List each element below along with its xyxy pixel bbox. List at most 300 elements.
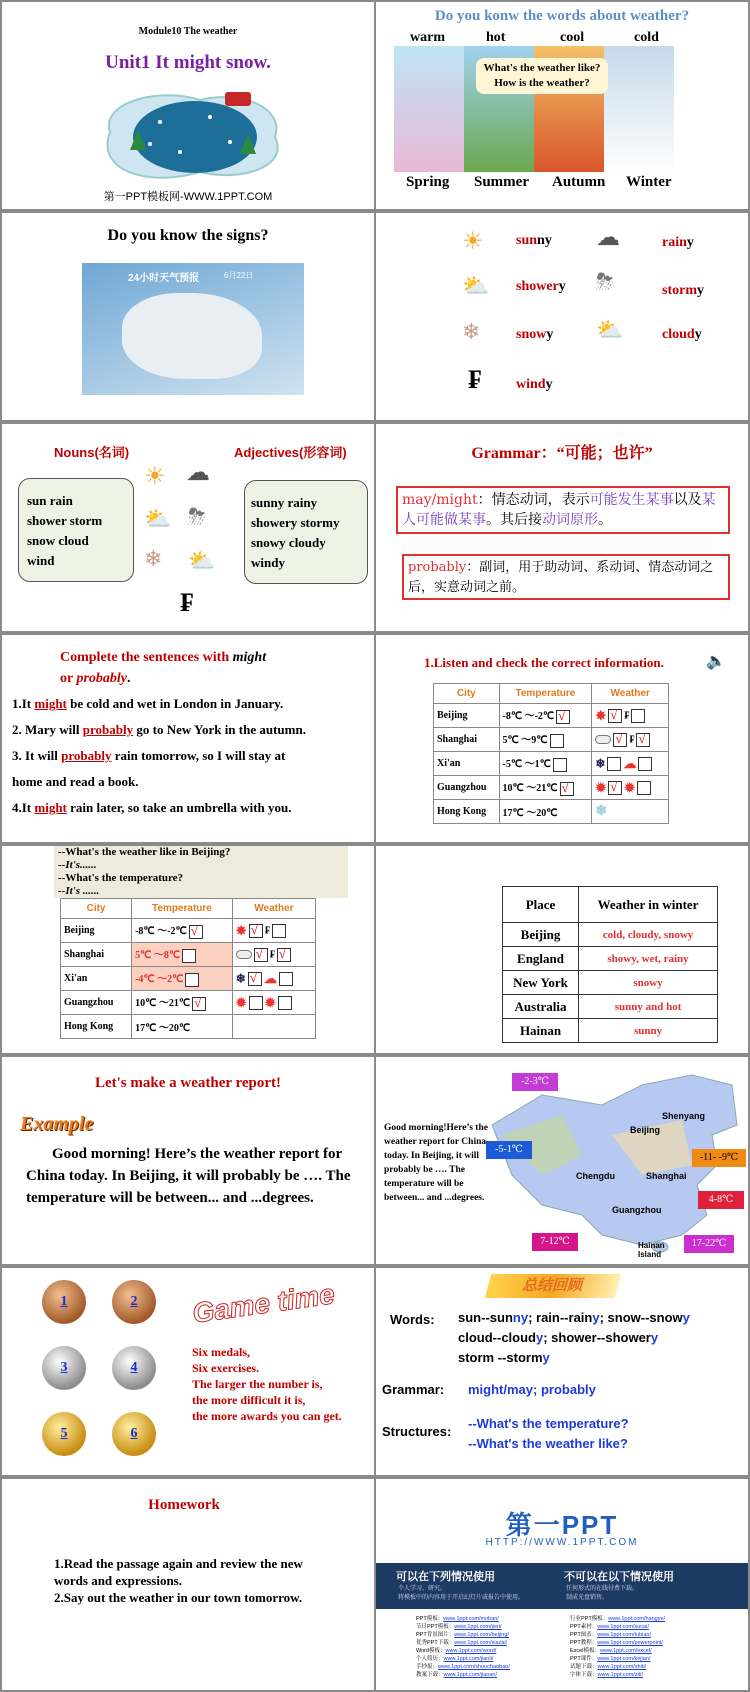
label-cold: cold xyxy=(634,30,659,45)
slide-10-places-winter[interactable] xyxy=(376,846,748,1053)
checkbox[interactable] xyxy=(185,973,199,987)
city-cell: Xi'an xyxy=(434,752,500,776)
checkbox[interactable] xyxy=(638,757,652,771)
link[interactable]: www.1ppt.com/excel/ xyxy=(599,1648,652,1654)
text: -2-3℃ xyxy=(521,1076,549,1087)
city-cell: Shanghai xyxy=(61,943,132,967)
text: might xyxy=(232,650,267,665)
link[interactable]: www.1ppt.com/jianli/ xyxy=(443,1656,494,1662)
answer-table xyxy=(60,898,316,1039)
listen-table xyxy=(433,683,669,824)
checkbox[interactable] xyxy=(550,734,564,748)
header-city: City xyxy=(434,684,500,704)
nouns-title: Nouns(名词) xyxy=(54,445,130,460)
link-row xyxy=(570,1639,665,1647)
link[interactable]: www.1ppt.com/word/ xyxy=(445,1648,497,1654)
structure-line: --What's the weather like? xyxy=(468,1436,628,1451)
dialog-line: --It's...... xyxy=(58,859,97,871)
usage-header-bar xyxy=(376,1563,748,1609)
wind-icon: ₣ xyxy=(264,924,270,936)
shower-icon: ⛅ xyxy=(144,506,172,531)
word-windy: windy xyxy=(516,377,553,392)
words-line xyxy=(458,1308,690,1328)
wind-icon: ₣ xyxy=(624,709,630,721)
label-cool: cool xyxy=(560,30,585,45)
rule-line: the more awards you can get. xyxy=(192,1409,342,1423)
suffix: y xyxy=(542,1350,550,1365)
logo: 第一PPT xyxy=(505,1510,619,1540)
temp-cell xyxy=(499,752,592,776)
text: ：情态动词，表示 xyxy=(477,492,590,508)
table-row xyxy=(61,1015,316,1039)
temp-cell: 17℃ ～20℃ xyxy=(499,800,592,824)
words-line xyxy=(458,1328,690,1348)
weather-cell: snowy xyxy=(579,971,718,995)
weather-cell xyxy=(592,728,669,752)
snow-icon: ❄ xyxy=(144,546,163,571)
temp-label xyxy=(692,1149,746,1167)
dialog-box xyxy=(54,846,348,898)
checkbox[interactable] xyxy=(254,948,268,962)
cloudy-icon: ⛅ xyxy=(596,317,624,342)
probably-box xyxy=(402,554,730,600)
text: . xyxy=(127,671,131,686)
link[interactable]: www.1ppt.com/ziti/ xyxy=(597,1672,644,1678)
header-weather: Weather xyxy=(592,684,669,704)
link-row xyxy=(570,1663,665,1671)
checkbox[interactable] xyxy=(277,948,291,962)
city-beijing: Beijing xyxy=(630,1125,661,1135)
nouns-box xyxy=(18,478,134,582)
checkbox[interactable] xyxy=(637,781,651,795)
answer-blank[interactable]: probably xyxy=(61,748,112,763)
map-title: 24小时天气预报 xyxy=(128,273,200,284)
text: -11- -9℃ xyxy=(699,1152,739,1163)
adj-line: sunny rainy xyxy=(251,495,318,510)
text: ：副词，用于助动词、系动词、情态动词之后，实意动词之前。 xyxy=(408,560,714,595)
cloud-sun-icon: ☁ xyxy=(623,755,637,771)
sun-icon: ✸ xyxy=(235,922,247,938)
dialog-line: --It's ...... xyxy=(58,885,100,897)
adj-line: snowy cloudy xyxy=(251,535,326,550)
rule-line: the more difficult it is, xyxy=(192,1393,306,1407)
homework-item: 2.Say out the weather in our town tomorrow. xyxy=(54,1590,303,1605)
link-row xyxy=(570,1671,665,1679)
slide-13-game-time[interactable] xyxy=(2,1268,374,1475)
suffix: y xyxy=(682,1310,690,1325)
link[interactable]: www.1ppt.com/tubiao/ xyxy=(597,1632,652,1638)
word-stormy: stormy xyxy=(662,283,704,298)
checkbox[interactable] xyxy=(249,996,263,1010)
weather-cell xyxy=(592,704,669,728)
highlight: 可能发生某事 xyxy=(589,492,674,508)
sentence-3-cont xyxy=(12,769,372,795)
temp-value: -5℃ ～1℃ xyxy=(502,759,551,771)
grammar-label: Grammar: xyxy=(382,1382,445,1397)
medal-number[interactable]: 5 xyxy=(42,1412,86,1456)
slide-4-weather-adjectives[interactable] xyxy=(376,213,748,420)
sentence-2 xyxy=(12,717,372,743)
text: PPT模板： xyxy=(416,1616,444,1622)
grammar-text: might/may; probably xyxy=(468,1382,596,1397)
text: 字体下载： xyxy=(570,1672,598,1678)
wind-icon: ₣ xyxy=(629,733,635,745)
text: PPT素材： xyxy=(570,1624,598,1630)
checkbox[interactable] xyxy=(248,972,262,986)
sentence-list xyxy=(12,691,372,821)
text: PPT图表： xyxy=(570,1632,598,1638)
winter-panel xyxy=(604,46,674,172)
city-chengdu: Chengdu xyxy=(576,1171,615,1181)
noun-line: snow cloud xyxy=(27,533,89,548)
highlight: 某人可能做某事 xyxy=(402,492,716,528)
table-row xyxy=(503,1019,718,1043)
text: 3. It will xyxy=(12,748,62,763)
words-list xyxy=(458,1308,690,1368)
bubble-line-1: What's the weather like? xyxy=(483,62,601,74)
storm-icon: ⛈ xyxy=(188,504,206,529)
temp-value: 10℃ ～21℃ xyxy=(502,783,558,795)
sun-icon: ✹ xyxy=(264,994,276,1010)
table-row xyxy=(61,943,316,967)
medal-number[interactable]: 1 xyxy=(42,1280,86,1324)
city-hainan: Hainan Island xyxy=(638,1241,665,1259)
header-weather: Weather xyxy=(232,899,315,919)
slide-5-nouns-adjectives[interactable] xyxy=(2,424,374,631)
bubble-line-2: How is the weather? xyxy=(494,77,590,89)
highlight: 动词原形 xyxy=(542,512,598,528)
link-row xyxy=(416,1655,510,1663)
temp-value: 10℃ ～21℃ xyxy=(135,998,191,1010)
link[interactable]: www.1ppt.com/hangye/ xyxy=(608,1616,666,1622)
temp-value: 5℃ ～9℃ xyxy=(502,735,548,747)
link[interactable]: www.1ppt.com/moban/ xyxy=(443,1616,499,1622)
temp-value: -8℃ ～-2℃ xyxy=(135,926,187,938)
place-cell: England xyxy=(503,947,579,971)
text: 手抄报： xyxy=(416,1664,439,1670)
report-title: Let's make a weather report! xyxy=(94,1075,282,1091)
temp-value: -4℃ ～2℃ xyxy=(135,974,184,986)
link-row xyxy=(416,1671,510,1679)
weather-cell xyxy=(592,800,669,824)
checkbox[interactable] xyxy=(278,996,292,1010)
header-temperature: Temperature xyxy=(499,684,592,704)
temp-cell xyxy=(132,943,233,967)
table-row xyxy=(61,991,316,1015)
link[interactable]: www.1ppt.com/jieri/ xyxy=(454,1624,502,1630)
text: 。 xyxy=(598,512,612,528)
link-row xyxy=(570,1631,665,1639)
text: Excel模板： xyxy=(570,1648,600,1654)
weather-cell: sunny and hot xyxy=(579,995,718,1019)
checkbox[interactable] xyxy=(608,709,622,723)
sun-icon: ✹ xyxy=(235,994,247,1010)
checkbox[interactable] xyxy=(189,925,203,939)
link[interactable]: www.1ppt.com/xiazai/ xyxy=(454,1640,508,1646)
text: 。其后接 xyxy=(486,512,542,528)
link-row xyxy=(416,1623,510,1631)
text: 以及 xyxy=(673,492,702,508)
text: 17-22℃ xyxy=(691,1238,727,1249)
adjectives-box xyxy=(244,480,368,584)
city-cell: Beijing xyxy=(61,919,132,943)
module-label: Module10 The weather xyxy=(138,26,238,37)
checkbox[interactable] xyxy=(279,972,293,986)
forbidden-note: 任何形式的在线付费下载。 xyxy=(566,1586,639,1592)
temp-cell: 17℃ ～20℃ xyxy=(132,1015,233,1039)
slide-7-complete-sentences[interactable] xyxy=(2,635,374,842)
medal-6[interactable] xyxy=(112,1412,172,1475)
temp-label xyxy=(684,1235,734,1253)
text: 行业PPT模板： xyxy=(570,1616,609,1622)
cloud-icon xyxy=(595,735,611,744)
checkbox[interactable] xyxy=(631,709,645,723)
text: 试题下载： xyxy=(570,1664,598,1670)
link-row xyxy=(570,1623,665,1631)
city-cell: Hong Kong xyxy=(434,800,500,824)
snowflake-icon: ❄ xyxy=(235,971,246,985)
city-cell: Guangzhou xyxy=(61,991,132,1015)
place-cell: New York xyxy=(503,971,579,995)
answer-blank[interactable]: might xyxy=(34,696,67,711)
dialog-line: --What's the temperature? xyxy=(58,872,184,884)
word-rainy: rainy xyxy=(662,235,694,250)
label-hot: hot xyxy=(486,30,506,45)
link[interactable]: www.1ppt.com/shiti/ xyxy=(597,1664,647,1670)
temp-cell xyxy=(132,919,233,943)
spring-panel xyxy=(394,46,464,172)
structure-line: --What's the temperature? xyxy=(468,1416,629,1431)
key-term: may/might xyxy=(402,492,478,508)
slide-question: Do you konw the words about weather? xyxy=(434,8,690,24)
footer-text: 第一PPT模板网-WWW.1PPT.COM xyxy=(103,191,273,203)
temp-value: 5℃ ～8℃ xyxy=(135,950,181,962)
link[interactable]: www.1ppt.com/powerpoint/ xyxy=(597,1640,663,1646)
slide-3-signs[interactable] xyxy=(2,213,374,420)
checkbox[interactable] xyxy=(553,758,567,772)
map-date: 6月22日 xyxy=(224,271,254,280)
link[interactable]: www.1ppt.com/sucai/ xyxy=(597,1624,649,1630)
medal-number[interactable]: 3 xyxy=(42,1346,86,1390)
sun-icon: ✸ xyxy=(595,707,607,723)
text: 节日PPT模板： xyxy=(416,1624,455,1630)
game-time-title: Game time xyxy=(190,1278,337,1329)
text: ; snow--snow xyxy=(599,1310,683,1325)
temp-cell xyxy=(499,704,592,728)
sun-icon: ✹ xyxy=(595,779,607,795)
right-links xyxy=(570,1615,665,1679)
temp-label xyxy=(698,1191,744,1209)
table-row xyxy=(61,919,316,943)
rain-icon: ☁ xyxy=(186,460,210,486)
temp-cell xyxy=(132,991,233,1015)
slide-2-weather-words[interactable] xyxy=(376,2,748,209)
weather-cell xyxy=(232,967,315,991)
noun-line: wind xyxy=(27,553,55,568)
adj-line: showery stormy xyxy=(251,515,340,530)
report-text: Good morning!Here’s the weather report for China today. In Beijing, it will probably be …. The temperature will be between... and ...degrees. xyxy=(384,1123,488,1203)
suffix: y xyxy=(650,1330,659,1345)
medal-number[interactable]: 2 xyxy=(112,1280,156,1324)
listen-title: 1.Listen and check the correct information. xyxy=(424,655,664,670)
words-label: Words: xyxy=(390,1312,435,1327)
temp-cell xyxy=(132,967,233,991)
slide-11-weather-report[interactable] xyxy=(2,1057,374,1264)
cloud-icon xyxy=(236,950,252,959)
instruction xyxy=(60,647,350,689)
homework-item: 1.Read the passage again and review the new words and expressions. xyxy=(54,1556,303,1588)
answer-blank[interactable]: might xyxy=(34,800,67,815)
city-shenyang: Shenyang xyxy=(662,1111,706,1121)
slide-title: Do you know the signs? xyxy=(107,227,269,244)
checkbox[interactable] xyxy=(272,924,286,938)
slide-6-grammar[interactable] xyxy=(376,424,748,631)
suffix: y xyxy=(536,1330,544,1345)
slide-8-listen-check[interactable] xyxy=(376,635,748,842)
cloud-sun-icon: ☁ xyxy=(263,970,277,986)
season-spring: Spring xyxy=(406,174,450,190)
storm-icon: ⛈ xyxy=(596,269,614,294)
table-row xyxy=(503,971,718,995)
forecast-map-image xyxy=(82,263,304,395)
weather-cell xyxy=(232,991,315,1015)
slide-16-credits[interactable] xyxy=(376,1479,748,1690)
weather-cell: showy, wet, rainy xyxy=(579,947,718,971)
text: PPT课件： xyxy=(570,1656,598,1662)
weather-cell xyxy=(232,943,315,967)
city-cell: Guangzhou xyxy=(434,776,500,800)
rain-icon: ☁ xyxy=(596,225,620,251)
text: ; shower--shower xyxy=(543,1330,651,1345)
link-row xyxy=(570,1655,665,1663)
word-showery: showery xyxy=(516,279,566,294)
city-shanghai: Shanghai xyxy=(646,1171,687,1181)
slide-15-homework[interactable] xyxy=(2,1479,374,1690)
words-line xyxy=(458,1348,690,1368)
slide-14-summary[interactable] xyxy=(376,1268,748,1475)
checkbox[interactable] xyxy=(249,924,263,938)
weather-cell xyxy=(592,776,669,800)
homework-title: Homework xyxy=(148,1497,220,1513)
text: Complete the sentences with xyxy=(60,650,233,665)
link[interactable]: www.1ppt.com/beijing/ xyxy=(454,1632,509,1638)
adj-line: windy xyxy=(251,555,285,570)
weather-cell xyxy=(592,752,669,776)
weather-cell xyxy=(232,1015,315,1039)
word-snowy: snowy xyxy=(516,327,554,342)
wind-icon: ₣ xyxy=(180,588,193,617)
medal-5[interactable] xyxy=(42,1412,102,1475)
checkbox[interactable] xyxy=(182,949,196,963)
text: PPT背景图片： xyxy=(416,1632,455,1638)
slide-12-china-map[interactable] xyxy=(376,1057,748,1264)
table-row xyxy=(503,995,718,1019)
table-row xyxy=(434,728,669,752)
answer-blank[interactable]: probably xyxy=(82,722,134,737)
text: -5-1℃ xyxy=(495,1144,523,1155)
sentence-1 xyxy=(12,691,372,717)
text: PPT教程： xyxy=(570,1640,598,1646)
table-row xyxy=(61,967,316,991)
checkbox[interactable] xyxy=(192,997,206,1011)
checkbox[interactable] xyxy=(613,733,627,747)
slide-9-dialog-table[interactable] xyxy=(2,846,374,1053)
text: be cold and wet in London in January. xyxy=(66,696,284,711)
game-rules xyxy=(192,1344,342,1424)
label-warm: warm xyxy=(410,30,445,45)
text: cloud--cloud xyxy=(458,1330,536,1345)
checkbox[interactable] xyxy=(608,781,622,795)
checkbox[interactable] xyxy=(636,733,650,747)
checkbox[interactable] xyxy=(607,757,621,771)
city-guangzhou: Guangzhou xyxy=(612,1205,662,1215)
sun-icon: ☀ xyxy=(462,229,484,255)
header-place: Place xyxy=(503,887,579,923)
table-row xyxy=(434,776,669,800)
checkbox[interactable] xyxy=(556,710,570,724)
city-cell: Hong Kong xyxy=(61,1015,132,1039)
text: 4.It xyxy=(12,800,35,815)
link-row xyxy=(416,1663,510,1671)
season-summer: Summer xyxy=(474,174,529,190)
noun-line: shower storm xyxy=(27,513,103,528)
snow-icon: ❄ xyxy=(462,319,481,344)
medal-number[interactable]: 6 xyxy=(112,1412,156,1456)
temp-label xyxy=(486,1141,532,1159)
example-label: Example xyxy=(20,1113,94,1135)
suffix: ny xyxy=(512,1310,529,1325)
slide-1-title[interactable] xyxy=(2,2,374,209)
text: 优秀PPT下载： xyxy=(416,1640,455,1646)
weather-cell: cold, cloudy, snowy xyxy=(579,923,718,947)
text: 1.It xyxy=(12,696,35,711)
adjectives-title: Adjectives(形容词) xyxy=(234,445,347,460)
weather-cell: sunny xyxy=(579,1019,718,1043)
suffix: y xyxy=(592,1310,600,1325)
allowed-note: 将模板中的内容用于开启幻灯片或报告中使用。 xyxy=(398,1595,525,1601)
text: rain tomorrow, so I will stay at xyxy=(111,748,286,763)
text: 教案下载： xyxy=(416,1672,444,1678)
word-sunny: sunny xyxy=(516,233,552,248)
temp-value: -8℃ ～-2℃ xyxy=(502,711,555,723)
structures-list xyxy=(468,1414,629,1454)
text: storm --storm xyxy=(458,1350,543,1365)
city-cell: Beijing xyxy=(434,704,500,728)
link-row xyxy=(416,1631,510,1639)
text: 7-12℃ xyxy=(540,1236,570,1247)
checkbox[interactable] xyxy=(560,782,574,796)
place-cell: Australia xyxy=(503,995,579,1019)
left-links xyxy=(416,1615,510,1679)
link[interactable]: www.1ppt.com/jiaoan/ xyxy=(443,1672,498,1678)
speaker-icon[interactable]: 🔈 xyxy=(706,653,726,670)
unit-title: Unit1 It might snow. xyxy=(105,52,271,73)
temp-cell xyxy=(499,728,592,752)
link[interactable]: www.1ppt.com/kejian/ xyxy=(597,1656,651,1662)
forbidden-title: 不可以在以下情况使用 xyxy=(564,1571,674,1583)
wind-icon: ₣ xyxy=(269,948,275,960)
text: sun--sun xyxy=(458,1310,513,1325)
table-row xyxy=(434,800,669,824)
rule-line: The larger the number is, xyxy=(192,1377,323,1391)
link[interactable]: www.1ppt.com/shouchaobao/ xyxy=(438,1664,510,1670)
header-weather-winter: Weather in winter xyxy=(579,887,718,923)
shower-icon: ⛅ xyxy=(462,273,490,298)
logo-url[interactable]: HTTP://WWW.1PPT.COM xyxy=(485,1537,639,1548)
snowflake-icon: ❄ xyxy=(595,804,608,819)
weather-cell xyxy=(232,919,315,943)
medal-number[interactable]: 4 xyxy=(112,1346,156,1390)
